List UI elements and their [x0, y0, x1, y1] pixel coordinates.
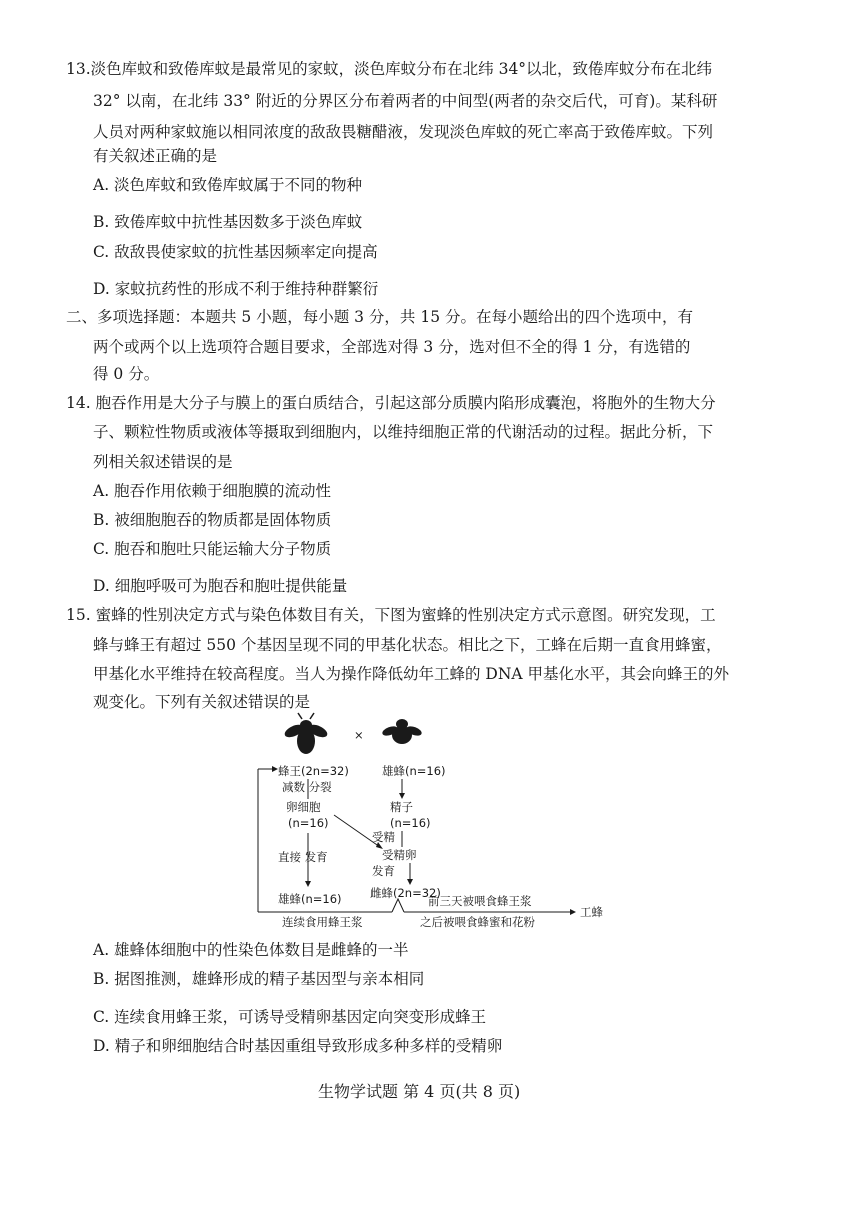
- queen-bee-icon: [283, 713, 329, 754]
- q14-option-d: D. 细胞呼吸可为胞吞和胞吐提供能量: [93, 577, 348, 595]
- meiosis-label: 减数 分裂: [282, 780, 332, 794]
- zygote-label: 受精卵: [382, 848, 417, 862]
- q13-stem-line: 13.淡色库蚊和致倦库蚊是最常见的家蚊，淡色库蚊分布在北纬 34°以北，致倦库蚊分布在北纬: [66, 60, 713, 78]
- q13-option-c: C. 敌敌畏使家蚊的抗性基因频率定向提高: [93, 243, 378, 261]
- q14-option-a: A. 胞吞作用依赖于细胞膜的流动性: [93, 482, 332, 500]
- q13-option-b: B. 致倦库蚊中抗性基因数多于淡色库蚊: [93, 213, 363, 231]
- bee-sex-determination-diagram: [250, 705, 610, 935]
- q13-option-a: A. 淡色库蚊和致倦库蚊属于不同的物种: [93, 176, 363, 194]
- royal-jelly-continuous-label: 连续食用蜂王浆: [282, 915, 363, 929]
- section-2-line: 得 0 分。: [93, 365, 160, 383]
- q14-stem-line: 子、颗粒性物质或液体等摄取到细胞内，以维持细胞正常的代谢活动的过程。据此分析，下: [93, 423, 714, 441]
- queen-label: 蜂王(2n=32): [278, 764, 349, 778]
- section-2-line: 两个或两个以上选项符合题目要求，全部选对得 3 分，选对但不全的得 1 分，有选错的: [93, 338, 691, 356]
- q14-option-b: B. 被细胞胞吞的物质都是固体物质: [93, 511, 332, 529]
- q15-stem-line: 观变化。下列有关叙述错误的是: [93, 693, 311, 711]
- q15-option-a: A. 雄蜂体细胞中的性染色体数目是雌蜂的一半: [93, 941, 409, 959]
- female-bee-label: 雌蜂(2n=32): [370, 886, 441, 900]
- egg-cell-ploidy: (n=16): [288, 816, 329, 830]
- q15-stem-line: 蜂与蜂王有超过 550 个基因呈现不同的甲基化状态。相比之下，工蜂在后期一直食用蜂蜜，: [93, 636, 722, 654]
- q15-option-c: C. 连续食用蜂王浆，可诱导受精卵基因定向突变形成蜂王: [93, 1008, 487, 1026]
- direct-development-label: 直接 发育: [278, 850, 328, 864]
- q14-stem-line: 列相关叙述错误的是: [93, 453, 233, 471]
- egg-cell-label: 卵细胞: [286, 800, 321, 814]
- royal-jelly-3days-label: 前三天被喂食蜂王浆: [428, 894, 532, 908]
- q13-stem-line: 32° 以南，在北纬 33° 附近的分界区分布着两者的中间型(两者的杂交后代，可育)。某科研: [93, 92, 718, 110]
- q15-option-b: B. 据图推测，雄蜂形成的精子基因型与亲本相同: [93, 970, 425, 988]
- q13-stem-line: 有关叙述正确的是: [93, 147, 218, 165]
- drone-bee-icon: [381, 719, 423, 744]
- q13-option-d: D. 家蚊抗药性的形成不利于维持种群繁衍: [93, 280, 379, 298]
- sperm-label: 精子: [390, 800, 413, 814]
- q15-stem-line: 甲基化水平维持在较高程度。当人为操作降低幼年工蜂的 DNA 甲基化水平，其会向蜂王的外: [93, 665, 730, 683]
- development-label: 发育: [372, 864, 395, 878]
- q14-stem-line: 14. 胞吞作用是大分子与膜上的蛋白质结合，引起这部分质膜内陷形成囊泡，将胞外的生物大分: [66, 394, 716, 412]
- section-2-line: 二、多项选择题：本题共 5 小题，每小题 3 分，共 15 分。在每小题给出的四个选项中，有: [66, 308, 694, 326]
- q14-option-c: C. 胞吞和胞吐只能运输大分子物质: [93, 540, 332, 558]
- page-footer: 生物学试题 第 4 页(共 8 页): [318, 1082, 521, 1101]
- sperm-ploidy: (n=16): [390, 816, 431, 830]
- fertilization-label: 受精: [372, 830, 395, 844]
- q15-option-d: D. 精子和卵细胞结合时基因重组导致形成多种多样的受精卵: [93, 1037, 503, 1055]
- worker-bee-label: 工蜂: [580, 905, 603, 919]
- drone-offspring-label: 雄蜂(n=16): [278, 892, 342, 906]
- q13-stem-line: 人员对两种家蚊施以相同浓度的敌敌畏糖醋液，发现淡色库蚊的死亡率高于致倦库蚊。下列: [93, 123, 714, 141]
- drone-parent-label: 雄蜂(n=16): [382, 764, 446, 778]
- q15-stem-line: 15. 蜜蜂的性别决定方式与染色体数目有关，下图为蜜蜂的性别决定方式示意图。研究发现，工: [66, 606, 716, 624]
- honey-pollen-label: 之后被喂食蜂蜜和花粉: [420, 915, 535, 929]
- cross-symbol: ×: [354, 728, 364, 742]
